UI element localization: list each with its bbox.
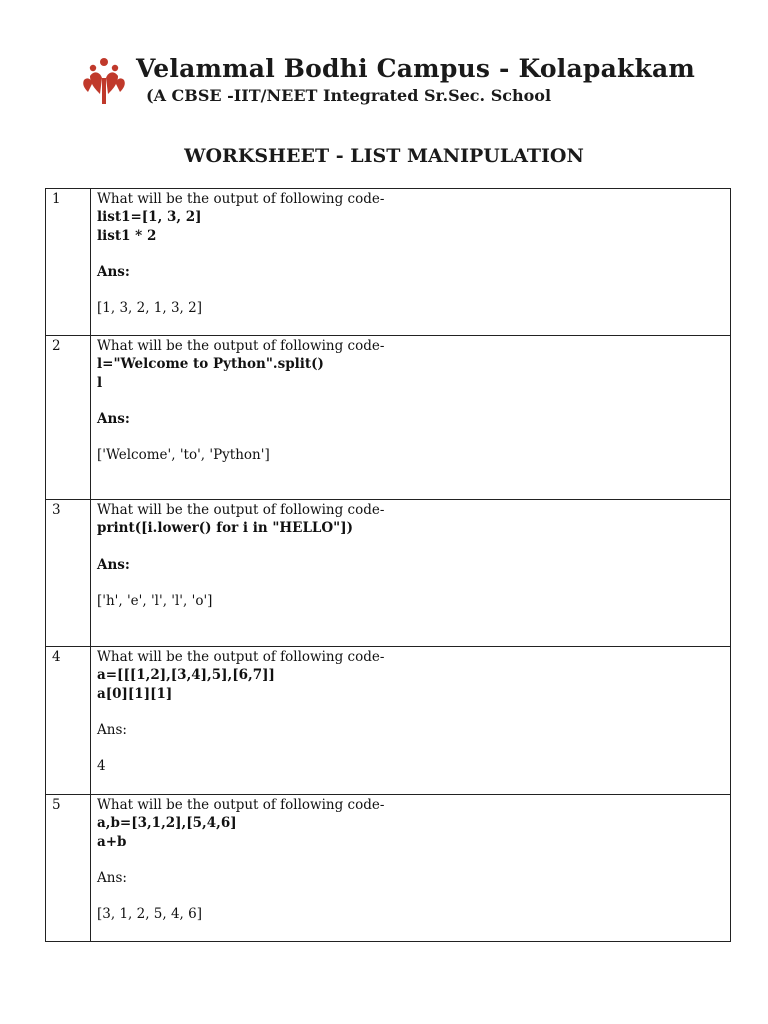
question-body [91,647,731,795]
code-line: a+b [97,833,127,850]
question-number: 2 [46,336,91,500]
question-number: 4 [46,647,91,795]
question-row [46,189,731,336]
answer-text: 4 [97,758,106,775]
question-body [91,500,731,647]
question-body [91,336,731,500]
question-number: 3 [46,500,91,647]
answer-label: Ans: [97,410,130,427]
question-number: 5 [46,795,91,942]
school-name: Velammal Bodhi Campus - Kolapakkam [136,54,696,83]
question-row [46,500,731,647]
answer-label: Ans: [97,556,130,573]
question-row [46,336,731,500]
answer-text: ['h', 'e', 'l', 'l', 'o'] [97,592,213,609]
question-body [91,189,731,336]
question-body [91,795,731,942]
code-line: a[0][1][1] [97,685,173,702]
code-line: a,b=[3,1,2],[5,4,6] [97,815,237,832]
code-line: print([i.lower() for i in "HELLO"]) [97,520,353,537]
school-header [78,54,698,110]
question-prompt: What will be the output of following code- [97,502,385,518]
question-number: 1 [46,189,91,336]
code-line: list1=[1, 3, 2] [97,209,202,226]
question-prompt: What will be the output of following code- [97,649,385,665]
answer-label: Ans: [97,869,127,886]
code-line: list1 * 2 [97,227,157,244]
answer-text: ['Welcome', 'to', 'Python'] [97,447,270,464]
worksheet-table [45,188,731,942]
code-line: l="Welcome to Python".split() [97,356,324,373]
question-prompt: What will be the output of following code- [97,191,385,207]
worksheet-title: WORKSHEET - LIST MANIPULATION [184,145,584,167]
answer-text: [3, 1, 2, 5, 4, 6] [97,906,202,923]
code-line: a=[[[1,2],[3,4],5],[6,7]] [97,667,275,684]
answer-label: Ans: [97,263,130,280]
question-prompt: What will be the output of following code- [97,797,385,813]
question-row [46,795,731,942]
answer-label: Ans: [97,721,127,738]
code-line: l [97,374,103,391]
question-prompt: What will be the output of following code- [97,338,385,354]
school-subtitle: (A CBSE -IIT/NEET Integrated Sr.Sec. School [146,86,552,105]
school-logo [78,54,130,106]
answer-text: [1, 3, 2, 1, 3, 2] [97,300,202,317]
question-row [46,647,731,795]
